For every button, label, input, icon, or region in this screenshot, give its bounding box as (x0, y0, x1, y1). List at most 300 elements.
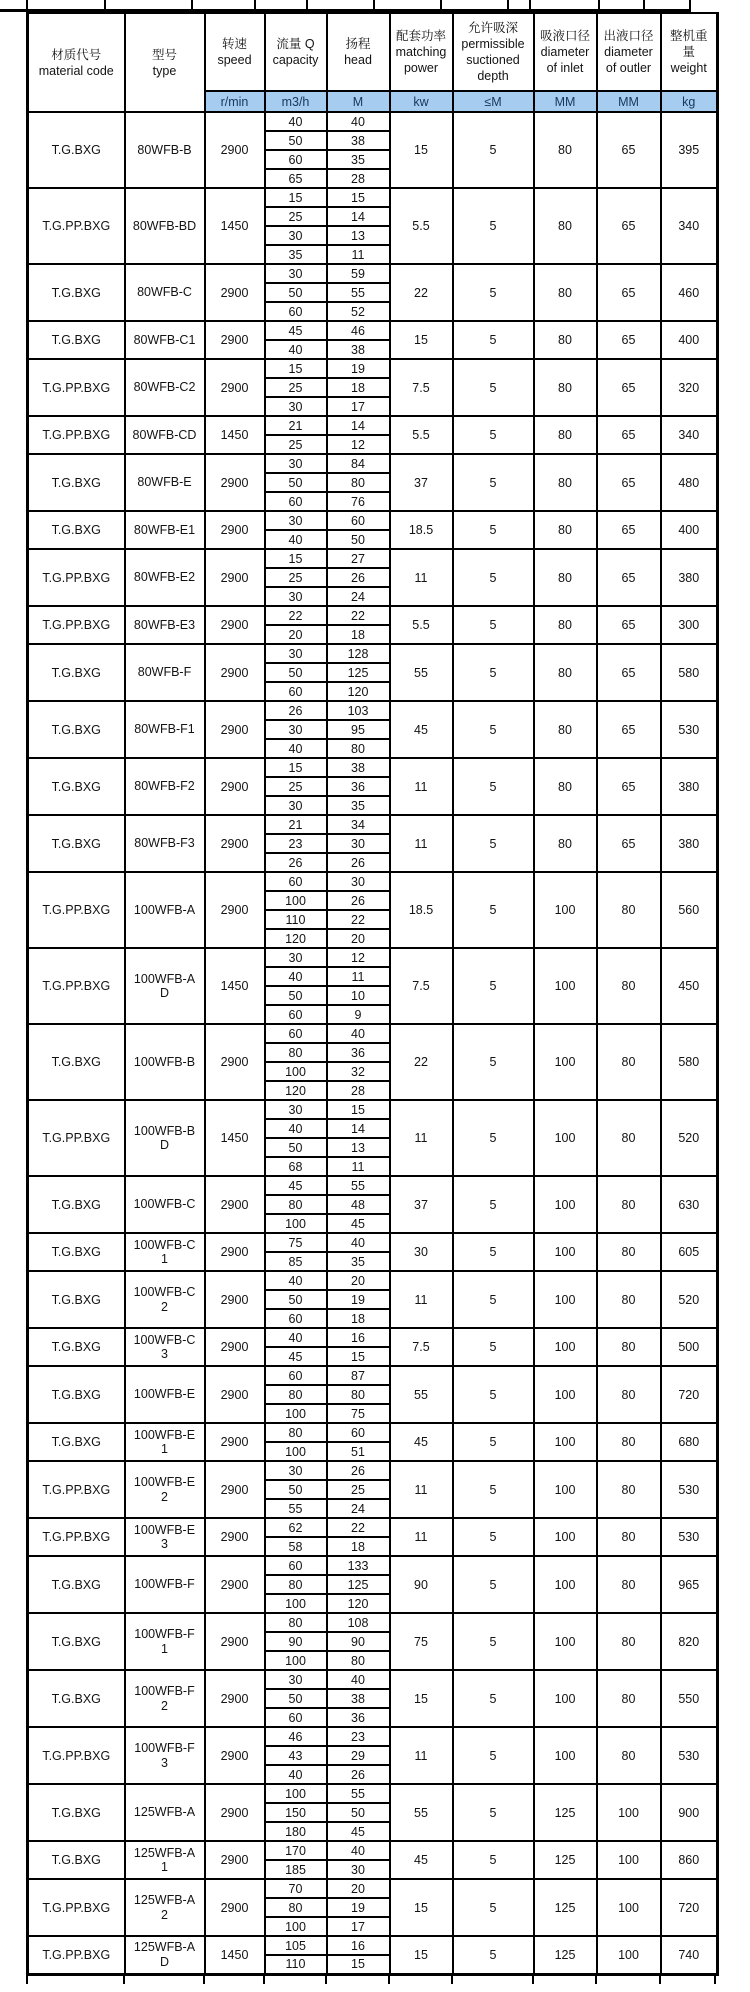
cell-material: T.G.BXG (28, 321, 125, 359)
cell-outlet: 65 (597, 416, 661, 454)
cell-head: 60 (327, 1423, 390, 1442)
cell-capacity: 60 (265, 682, 327, 701)
cell-head: 19 (327, 359, 390, 378)
cell-capacity: 50 (265, 283, 327, 302)
cell-depth: 5 (453, 1366, 534, 1423)
cell-type: 100WFB-F (125, 1556, 205, 1613)
cutoff-row-bottom (0, 1976, 750, 1984)
cell-type: 100WFB-F1 (125, 1613, 205, 1670)
cell-type: 80WFB-C1 (125, 321, 205, 359)
cell-outlet: 80 (597, 1233, 661, 1271)
cell-head: 12 (327, 435, 390, 454)
spec-row (28, 359, 718, 378)
spec-row (28, 872, 718, 891)
cell-capacity: 60 (265, 872, 327, 891)
cell-capacity: 25 (265, 207, 327, 226)
cell-type: 80WFB-E3 (125, 606, 205, 644)
spec-row (28, 1461, 718, 1480)
cell-head: 38 (327, 758, 390, 777)
col-matching-power-en: matching power (395, 45, 447, 75)
cell-outlet: 65 (597, 112, 661, 188)
unit-inlet: MM (534, 91, 597, 112)
cell-capacity: 30 (265, 948, 327, 967)
cell-head: 16 (327, 1328, 390, 1347)
cell-capacity: 30 (265, 226, 327, 245)
cell-type: 100WFB-E (125, 1366, 205, 1423)
spec-row (28, 1100, 718, 1119)
cell-inlet: 100 (534, 1328, 597, 1366)
cell-capacity: 15 (265, 758, 327, 777)
cell-head: 51 (327, 1442, 390, 1461)
cell-capacity: 22 (265, 606, 327, 625)
cell-type: 80WFB-F1 (125, 701, 205, 758)
cell-material: T.G.BXG (28, 112, 125, 188)
cell-depth: 5 (453, 948, 534, 1024)
col-material-code-zh: 材质代号 (51, 47, 102, 62)
cell-type: 80WFB-C (125, 264, 205, 321)
cell-speed: 2900 (205, 1518, 265, 1556)
cell-head: 26 (327, 1461, 390, 1480)
spec-row (28, 1423, 718, 1442)
cell-inlet: 125 (534, 1784, 597, 1841)
col-inlet-diameter-zh: 吸液口径 (539, 29, 590, 43)
cell-outlet: 80 (597, 1727, 661, 1784)
cell-depth: 5 (453, 416, 534, 454)
cell-type: 100WFB-C (125, 1176, 205, 1233)
cell-material: T.G.BXG (28, 1366, 125, 1423)
cell-weight: 550 (661, 1670, 718, 1727)
cell-power: 18.5 (390, 511, 453, 549)
cell-head: 28 (327, 169, 390, 188)
cell-speed: 2900 (205, 872, 265, 948)
cell-head: 15 (327, 188, 390, 207)
cell-speed: 2900 (205, 1461, 265, 1518)
cell-inlet: 100 (534, 1271, 597, 1328)
cell-weight: 560 (661, 872, 718, 948)
cell-outlet: 80 (597, 1613, 661, 1670)
cell-speed: 2900 (205, 1233, 265, 1271)
spec-row (28, 701, 718, 720)
cell-type: 80WFB-E (125, 454, 205, 511)
cell-head: 95 (327, 720, 390, 739)
cell-depth: 5 (453, 1670, 534, 1727)
cell-power: 15 (390, 321, 453, 359)
cell-material: T.G.BXG (28, 1613, 125, 1670)
cell-inlet: 100 (534, 1518, 597, 1556)
cell-outlet: 80 (597, 1271, 661, 1328)
cell-type: 125WFB-A2 (125, 1879, 205, 1936)
cell-weight: 900 (661, 1784, 718, 1841)
cell-power: 15 (390, 1936, 453, 1974)
cell-capacity: 30 (265, 796, 327, 815)
cell-speed: 2900 (205, 1784, 265, 1841)
cell-capacity: 40 (265, 340, 327, 359)
cell-capacity: 15 (265, 549, 327, 568)
cell-material: T.G.BXG (28, 511, 125, 549)
cell-type: 80WFB-E1 (125, 511, 205, 549)
cell-outlet: 80 (597, 1461, 661, 1518)
cell-weight: 480 (661, 454, 718, 511)
col-capacity (265, 13, 327, 91)
cell-speed: 2900 (205, 321, 265, 359)
cell-head: 20 (327, 1271, 390, 1290)
pump-spec-table (26, 12, 719, 1976)
cell-power: 75 (390, 1613, 453, 1670)
cell-power: 22 (390, 264, 453, 321)
cell-power: 15 (390, 1879, 453, 1936)
cell-capacity: 40 (265, 967, 327, 986)
cell-type: 100WFB-BD (125, 1100, 205, 1176)
cell-speed: 2900 (205, 606, 265, 644)
cell-inlet: 80 (534, 321, 597, 359)
cell-speed: 2900 (205, 511, 265, 549)
col-weight (661, 13, 718, 91)
cell-inlet: 125 (534, 1879, 597, 1936)
cell-capacity: 43 (265, 1746, 327, 1765)
cell-head: 27 (327, 549, 390, 568)
cell-speed: 2900 (205, 454, 265, 511)
cell-depth: 5 (453, 758, 534, 815)
cell-outlet: 100 (597, 1936, 661, 1974)
cell-depth: 5 (453, 701, 534, 758)
cell-capacity: 60 (265, 1366, 327, 1385)
cell-inlet: 80 (534, 758, 597, 815)
col-weight-zh: 整机重量 (669, 29, 708, 59)
cell-head: 20 (327, 1879, 390, 1898)
cell-type: 100WFB-E3 (125, 1518, 205, 1556)
col-head-en: head (344, 53, 372, 67)
cell-type: 125WFB-A (125, 1784, 205, 1841)
spec-row (28, 1670, 718, 1689)
cell-type: 80WFB-F2 (125, 758, 205, 815)
cutoff-row-top (0, 0, 691, 12)
cell-capacity: 100 (265, 1442, 327, 1461)
cell-material: T.G.PP.BXG (28, 188, 125, 264)
cell-capacity: 21 (265, 815, 327, 834)
cell-capacity: 50 (265, 986, 327, 1005)
cell-capacity: 15 (265, 359, 327, 378)
cell-outlet: 80 (597, 1670, 661, 1727)
cell-capacity: 25 (265, 777, 327, 796)
cell-depth: 5 (453, 606, 534, 644)
cell-head: 40 (327, 112, 390, 131)
cell-depth: 5 (453, 815, 534, 872)
cell-inlet: 80 (534, 188, 597, 264)
cell-power: 11 (390, 1271, 453, 1328)
cell-inlet: 100 (534, 1366, 597, 1423)
col-head (327, 13, 390, 91)
cell-capacity: 30 (265, 720, 327, 739)
cell-type: 100WFB-E1 (125, 1423, 205, 1461)
cell-capacity: 100 (265, 1917, 327, 1936)
cell-weight: 605 (661, 1233, 718, 1271)
cell-capacity: 185 (265, 1860, 327, 1879)
cell-head: 18 (327, 1309, 390, 1328)
spec-row (28, 1613, 718, 1632)
cell-head: 32 (327, 1062, 390, 1081)
cell-head: 38 (327, 340, 390, 359)
cell-head: 15 (327, 1955, 390, 1974)
cell-capacity: 65 (265, 169, 327, 188)
cell-capacity: 30 (265, 1100, 327, 1119)
cell-speed: 1450 (205, 1936, 265, 1974)
cell-outlet: 80 (597, 1556, 661, 1613)
cell-head: 17 (327, 1917, 390, 1936)
cell-material: T.G.BXG (28, 758, 125, 815)
cell-speed: 2900 (205, 1670, 265, 1727)
cell-capacity: 21 (265, 416, 327, 435)
spec-row (28, 1784, 718, 1803)
cell-head: 87 (327, 1366, 390, 1385)
cell-type: 100WFB-C1 (125, 1233, 205, 1271)
cell-depth: 5 (453, 1423, 534, 1461)
cell-head: 133 (327, 1556, 390, 1575)
cell-speed: 1450 (205, 1100, 265, 1176)
cell-head: 40 (327, 1233, 390, 1252)
cell-head: 128 (327, 644, 390, 663)
cell-capacity: 90 (265, 1632, 327, 1651)
table-header (28, 13, 718, 112)
cell-depth: 5 (453, 1461, 534, 1518)
cell-outlet: 65 (597, 644, 661, 701)
cell-head: 22 (327, 910, 390, 929)
cell-capacity: 60 (265, 302, 327, 321)
cell-head: 12 (327, 948, 390, 967)
cell-power: 15 (390, 112, 453, 188)
cell-capacity: 25 (265, 435, 327, 454)
cell-head: 38 (327, 131, 390, 150)
cell-weight: 450 (661, 948, 718, 1024)
col-type-en: type (152, 63, 177, 78)
cell-head: 120 (327, 682, 390, 701)
cell-capacity: 25 (265, 378, 327, 397)
cell-type: 100WFB-C3 (125, 1328, 205, 1366)
cell-capacity: 40 (265, 112, 327, 131)
cell-head: 13 (327, 226, 390, 245)
cell-outlet: 100 (597, 1841, 661, 1879)
col-speed-en: speed (217, 53, 252, 67)
cell-speed: 2900 (205, 1841, 265, 1879)
spec-row (28, 416, 718, 435)
cell-outlet: 65 (597, 606, 661, 644)
cell-material: T.G.PP.BXG (28, 1461, 125, 1518)
cell-head: 55 (327, 1176, 390, 1195)
cell-head: 84 (327, 454, 390, 473)
cell-outlet: 65 (597, 264, 661, 321)
cell-head: 22 (327, 1518, 390, 1537)
cell-weight: 820 (661, 1613, 718, 1670)
cell-capacity: 50 (265, 131, 327, 150)
cell-power: 11 (390, 758, 453, 815)
cell-head: 125 (327, 1575, 390, 1594)
cell-type: 100WFB-F3 (125, 1727, 205, 1784)
cell-weight: 460 (661, 264, 718, 321)
cell-head: 36 (327, 1043, 390, 1062)
cell-capacity: 60 (265, 1309, 327, 1328)
cell-capacity: 62 (265, 1518, 327, 1537)
unit-capacity: m3/h (265, 91, 327, 112)
cell-power: 37 (390, 1176, 453, 1233)
cell-inlet: 125 (534, 1936, 597, 1974)
cell-head: 19 (327, 1898, 390, 1917)
cell-type: 80WFB-E2 (125, 549, 205, 606)
cell-head: 29 (327, 1746, 390, 1765)
cell-depth: 5 (453, 644, 534, 701)
cell-weight: 380 (661, 549, 718, 606)
cell-depth: 5 (453, 188, 534, 264)
cell-capacity: 55 (265, 1499, 327, 1518)
cell-outlet: 80 (597, 1423, 661, 1461)
col-suction-depth-zh: 允许吸深 (467, 21, 518, 35)
cell-depth: 5 (453, 1784, 534, 1841)
cell-capacity: 45 (265, 1176, 327, 1195)
cell-capacity: 180 (265, 1822, 327, 1841)
cell-capacity: 60 (265, 492, 327, 511)
cell-weight: 380 (661, 758, 718, 815)
cell-head: 45 (327, 1822, 390, 1841)
cell-speed: 2900 (205, 815, 265, 872)
cell-head: 48 (327, 1195, 390, 1214)
unit-power: kw (390, 91, 453, 112)
cell-head: 22 (327, 606, 390, 625)
cell-inlet: 80 (534, 454, 597, 511)
cell-weight: 530 (661, 1727, 718, 1784)
cell-power: 45 (390, 1423, 453, 1461)
cell-capacity: 80 (265, 1385, 327, 1404)
cell-material: T.G.BXG (28, 1841, 125, 1879)
cell-capacity: 105 (265, 1936, 327, 1955)
cell-head: 26 (327, 1765, 390, 1784)
cell-capacity: 80 (265, 1898, 327, 1917)
cell-type: 80WFB-F3 (125, 815, 205, 872)
cell-capacity: 30 (265, 1670, 327, 1689)
spec-row (28, 1518, 718, 1537)
cell-inlet: 80 (534, 359, 597, 416)
cell-speed: 2900 (205, 758, 265, 815)
col-material-code-en: material code (38, 63, 114, 78)
cell-weight: 720 (661, 1366, 718, 1423)
col-material-code (28, 13, 125, 112)
cell-head: 10 (327, 986, 390, 1005)
cell-speed: 2900 (205, 1024, 265, 1100)
cell-power: 22 (390, 1024, 453, 1100)
cell-material: T.G.PP.BXG (28, 606, 125, 644)
spec-row (28, 1556, 718, 1575)
cell-material: T.G.BXG (28, 1423, 125, 1461)
cell-head: 19 (327, 1290, 390, 1309)
cell-head: 26 (327, 568, 390, 587)
cell-capacity: 68 (265, 1157, 327, 1176)
cell-capacity: 170 (265, 1841, 327, 1860)
cell-power: 11 (390, 815, 453, 872)
cell-depth: 5 (453, 1328, 534, 1366)
cell-type: 80WFB-CD (125, 416, 205, 454)
spec-row (28, 1271, 718, 1290)
cell-head: 35 (327, 796, 390, 815)
col-head-zh: 扬程 (345, 37, 371, 51)
cell-head: 18 (327, 625, 390, 644)
cell-material: T.G.BXG (28, 1176, 125, 1233)
cell-head: 14 (327, 1119, 390, 1138)
cell-outlet: 100 (597, 1784, 661, 1841)
col-suction-depth (453, 13, 534, 91)
cell-capacity: 30 (265, 397, 327, 416)
cell-power: 11 (390, 1461, 453, 1518)
cell-power: 11 (390, 1727, 453, 1784)
cell-weight: 580 (661, 644, 718, 701)
cell-outlet: 65 (597, 454, 661, 511)
cell-head: 55 (327, 283, 390, 302)
cell-capacity: 60 (265, 1556, 327, 1575)
cell-inlet: 100 (534, 1613, 597, 1670)
cell-head: 11 (327, 1157, 390, 1176)
cell-head: 17 (327, 397, 390, 416)
cell-depth: 5 (453, 549, 534, 606)
cell-capacity: 46 (265, 1727, 327, 1746)
cell-capacity: 40 (265, 1765, 327, 1784)
cell-speed: 2900 (205, 1271, 265, 1328)
cell-material: T.G.PP.BXG (28, 359, 125, 416)
cell-weight: 740 (661, 1936, 718, 1974)
cell-speed: 2900 (205, 549, 265, 606)
unit-speed: r/min (205, 91, 265, 112)
cell-inlet: 80 (534, 644, 597, 701)
cell-capacity: 26 (265, 701, 327, 720)
cell-head: 80 (327, 739, 390, 758)
cell-head: 35 (327, 150, 390, 169)
cell-capacity: 50 (265, 663, 327, 682)
cell-power: 5.5 (390, 416, 453, 454)
cell-speed: 1450 (205, 416, 265, 454)
cell-weight: 580 (661, 1024, 718, 1100)
cell-type: 80WFB-C2 (125, 359, 205, 416)
cell-power: 7.5 (390, 1328, 453, 1366)
cell-outlet: 65 (597, 188, 661, 264)
cell-head: 80 (327, 1385, 390, 1404)
cell-outlet: 65 (597, 815, 661, 872)
cell-head: 30 (327, 834, 390, 853)
spec-row (28, 606, 718, 625)
col-capacity-zh: 流量 Q (276, 37, 315, 51)
cell-material: T.G.BXG (28, 1328, 125, 1366)
cell-head: 25 (327, 1480, 390, 1499)
cell-capacity: 40 (265, 1271, 327, 1290)
cell-head: 36 (327, 777, 390, 796)
cell-head: 90 (327, 1632, 390, 1651)
cell-capacity: 50 (265, 1480, 327, 1499)
cell-capacity: 40 (265, 1119, 327, 1138)
cell-power: 30 (390, 1233, 453, 1271)
cell-weight: 400 (661, 321, 718, 359)
cell-capacity: 58 (265, 1537, 327, 1556)
cell-weight: 380 (661, 815, 718, 872)
cell-head: 59 (327, 264, 390, 283)
cell-weight: 320 (661, 359, 718, 416)
cell-material: T.G.BXG (28, 1233, 125, 1271)
cell-head: 34 (327, 815, 390, 834)
cell-material: T.G.PP.BXG (28, 549, 125, 606)
cell-power: 18.5 (390, 872, 453, 948)
cell-inlet: 80 (534, 549, 597, 606)
cell-speed: 2900 (205, 1879, 265, 1936)
cell-depth: 5 (453, 1613, 534, 1670)
cell-capacity: 120 (265, 1081, 327, 1100)
cell-speed: 2900 (205, 701, 265, 758)
unit-outlet: MM (597, 91, 661, 112)
cell-weight: 680 (661, 1423, 718, 1461)
col-weight-en: weight (670, 61, 707, 75)
cell-material: T.G.BXG (28, 701, 125, 758)
